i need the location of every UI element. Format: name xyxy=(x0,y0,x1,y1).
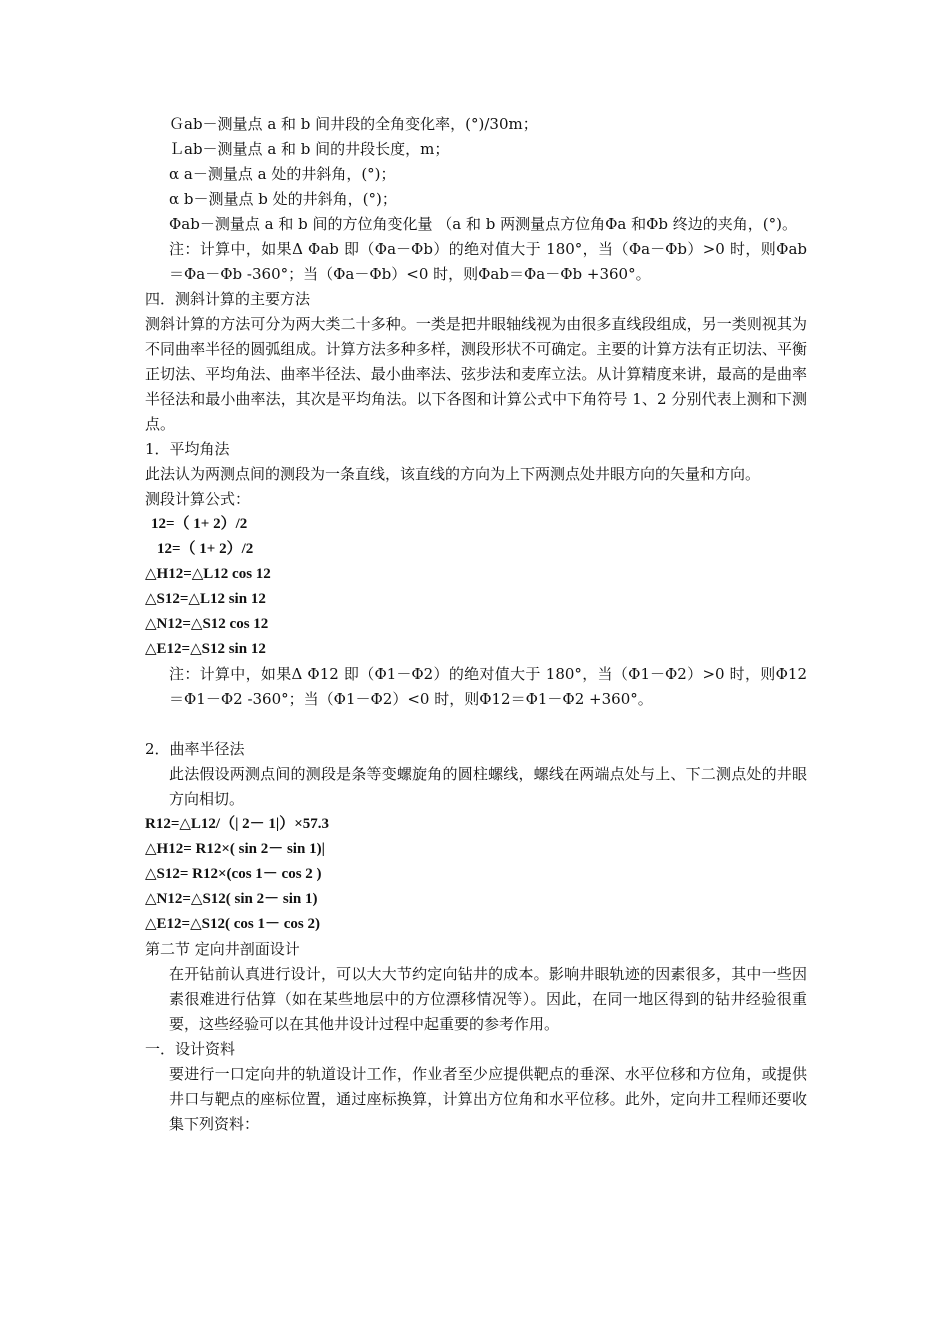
heading-average-angle: 1．平均角法 xyxy=(145,440,230,458)
definition-gab: Ｇab－测量点 a 和 b 间井段的全角变化率，(°)/30m； xyxy=(169,115,538,133)
formula-dn: △N12=△S12 cos 12 xyxy=(145,616,269,632)
heading-section-2: 第二节 定向井剖面设计 xyxy=(145,940,300,958)
definition-alpha-b: α b－测量点 b 处的井斜角，(°)； xyxy=(169,190,397,208)
definition-lab: Ｌab－测量点 a 和 b 间的井段长度，m； xyxy=(169,140,450,158)
paragraph-curvature-radius: 此法假设两测点间的测段是条等变螺旋角的圆柱螺线，螺线在两端点处与上、下二测点处的井眼方向相切。 xyxy=(169,765,807,808)
heading-design-data: 一．设计资料 xyxy=(145,1040,236,1058)
paragraph-design: 在开钻前认真进行设计，可以大大节约定向钻井的成本。影响井眼轨迹的因素很多，其中一些因素很难进行估算（如在某些地层中的方位漂移情况等）。因此，在同一地区得到的钻井经验很重要，这些经验可以在其他井设计过程中起重要的参考作用。 xyxy=(169,965,807,1033)
paragraph-design-data: 要进行一口定向井的轨道设计工作，作业者至少应提供靶点的垂深、水平位移和方位角，或提供井口与靶点的座标位置，通过座标换算，计算出方位角和水平位移。此外，定向井工程师还要收集下列资料： xyxy=(169,1065,807,1133)
formula-cr-de: △E12=△S12( cos 1－ cos 2) xyxy=(145,916,320,932)
formula-cr-dh: △H12= R12×( sin 2－ sin 1)| xyxy=(145,841,325,857)
paragraph-average-angle: 此法认为两测点间的测段为一条直线，该直线的方向为上下两测点处井眼方向的矢量和方向。 xyxy=(145,465,761,483)
paragraph-methods: 测斜计算的方法可分为两大类二十多种。一类是把井眼轴线视为由很多直线段组成，另一类则视其为不同曲率半径的圆弧组成。计算方法多种多样，测段形状不可确定。主要的计算方法有正切法、平衡正切法、平均角法、曲率半径法、最小曲率法、弦步法和麦库立法。从计算精度来讲，最高的是曲率半径法和最小曲率法，其次是平均角法。以下各图和计算公式中下角符号 1、2 分别代表上测和下测点。 xyxy=(145,315,807,433)
definition-phi-ab: Φab－测量点 a 和 b 间的方位角变化量 （a 和 b 两测量点方位角Φa 和Φb 终边的夹角，(°)。 xyxy=(169,215,797,233)
formula-avg-azi: 12=（ 1+ 2）/2 xyxy=(157,541,254,557)
definition-alpha-a: α a－测量点 a 处的井斜角，(°)； xyxy=(169,165,396,183)
note-azimuth-1: 注：计算中，如果Δ Φab 即（Φa－Φb）的绝对值大于 180°，当（Φa－Φb）>0 时，则Φab＝Φa－Φb -360°；当（Φa－Φb）<0 时，则Φab＝Φa－Φb +360°。 xyxy=(169,240,807,283)
note-azimuth-2: 注：计算中，如果Δ Φ12 即（Φ1－Φ2）的绝对值大于 180°，当（Φ1－Φ2）>0 时，则Φ12＝Φ1－Φ2 -360°；当（Φ1－Φ2）<0 时，则Φ12＝Φ1－Φ2 +360°。 xyxy=(169,665,807,708)
formula-dh: △H12=△L12 cos 12 xyxy=(145,566,271,582)
formula-de: △E12=△S12 sin 12 xyxy=(145,641,266,657)
formula-cr-ds: △S12= R12×(cos 1－ cos 2 ) xyxy=(145,866,322,882)
heading-curvature-radius: 2．曲率半径法 xyxy=(145,740,245,758)
formula-label: 测段计算公式： xyxy=(145,490,251,508)
document-page xyxy=(145,112,807,1137)
heading-section-4: 四．测斜计算的主要方法 xyxy=(145,290,311,308)
formula-avg-incl: 12=（ 1+ 2）/2 xyxy=(151,516,248,532)
formula-ds: △S12=△L12 sin 12 xyxy=(145,591,266,607)
formula-cr-dn: △N12=△S12( sin 2－ sin 1) xyxy=(145,891,318,907)
formula-r12: R12=△L12/（| 2－ 1|）×57.3 xyxy=(145,816,329,832)
